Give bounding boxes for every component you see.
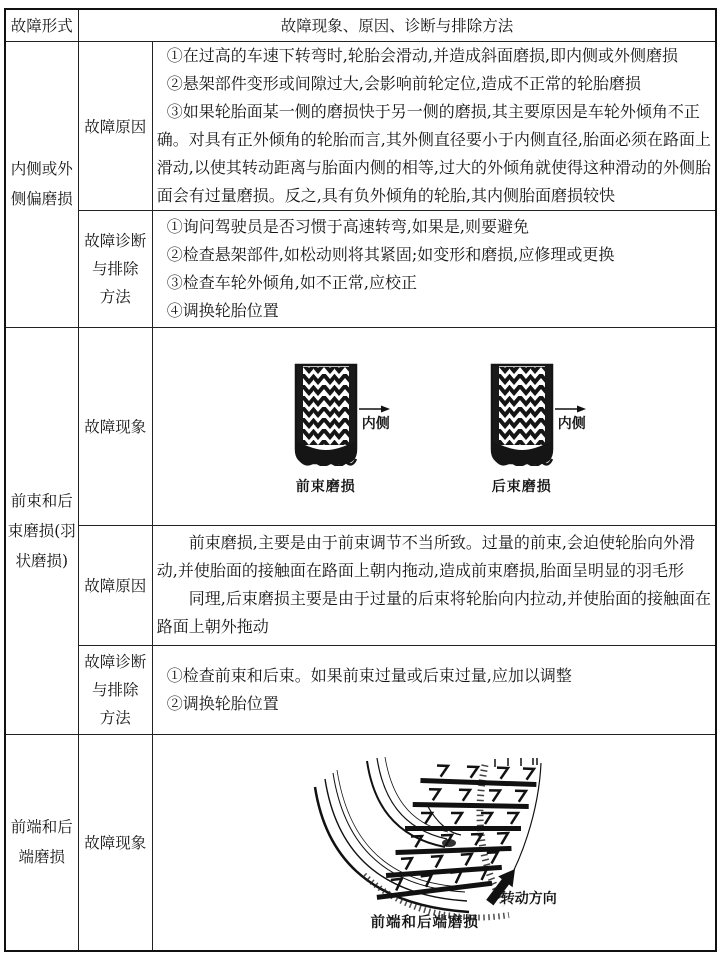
g1-diagnosis-item: ③检查车轮外倾角,如不正常,应校正 [166, 272, 417, 292]
toe-in-wear-caption: 前束磨损 [295, 478, 356, 495]
g1-diagnosis-header [78, 210, 152, 327]
g2-diagnosis-row [5, 645, 717, 734]
tire-tread-figure [489, 363, 555, 466]
header-fault-form: 故障形式 [5, 9, 79, 41]
toe-in-wear-tire-figure [293, 363, 423, 533]
g2-phenomenon-row [5, 327, 717, 525]
g1-diagnosis-text [152, 210, 716, 327]
g3-fault-type-cell [5, 734, 79, 951]
g2-diagnosis-text [152, 645, 716, 734]
g1-cause-text [152, 41, 716, 210]
g1-cause-item: ③如果轮胎面某一侧的磨损快于另一侧的磨损,其主要原因是车轮外倾角不正确。对具有正外倾角的轮胎而言,其外侧直径要小于内侧直径,胎面必须在路面上滑动,以使其转动距离与胎面内侧的相等,过大的外倾角就使得这种滑动的外侧胎面会有过量磨损。反之,具有负外倾角的轮胎,其内侧胎面磨损较快 [156, 101, 711, 205]
g2-cause-paragraph: 前束磨损,主要是由于前束调节不当所致。过量的前束,会迫使轮胎向外滑动,并使胎面的接触面在路面上朝内拖动,造成前束磨损,胎面呈明显的羽毛形 [156, 533, 695, 580]
g2-diagnosis-item: ①检查前束和后束。如果前束过量或后束过量,应加以调整 [166, 665, 572, 685]
heel-toe-wear-caption: 前端和后端磨损 [370, 913, 480, 931]
g1-cause-item: ①在过高的车速下转弯时,轮胎会滑动,并造成斜面磨损,即内侧或外侧磨损 [166, 45, 679, 65]
g2-fault-type-label: 前束和后 束磨损(羽 状磨损) [7, 491, 76, 570]
g2-cause-header: 故障原因 [78, 525, 152, 645]
toe-out-wear-tire-figure [489, 363, 619, 533]
g1-fault-type-cell [5, 41, 79, 327]
g1-diagnosis-item: ②检查悬架部件,如松动则将其紧固;如变形和磨损,应修理或更换 [166, 244, 615, 264]
g2-fault-type-cell [5, 327, 79, 734]
inner-side-label: 内侧 [361, 415, 390, 432]
g2-diagnosis-item: ②调换轮胎位置 [166, 693, 279, 713]
g1-diagnosis-item: ④调换轮胎位置 [166, 300, 279, 320]
g2-cause-row [5, 525, 717, 645]
g2-phenomenon-figures [152, 327, 716, 525]
header-detail: 故障现象、原因、诊断与排除方法 [78, 9, 716, 41]
toe-out-wear-caption: 后束磨损 [491, 478, 552, 495]
rotation-direction-label: 转动方向 [500, 890, 557, 907]
g3-fault-type-label: 前端和后 端磨损 [10, 818, 73, 867]
g2-phenomenon-header: 故障现象 [78, 327, 152, 525]
inner-side-label: 内侧 [557, 415, 586, 432]
g1-cause-header: 故障原因 [78, 41, 152, 210]
g2-diagnosis-header-label: 故障诊断 与排除 方法 [84, 652, 147, 727]
g2-cause-paragraph: 同理,后束磨损主要是由于过量的后束将轮胎向内拉动,并使胎面的接触面在路面上朝外拖动 [156, 589, 711, 636]
g3-phenomenon-header: 故障现象 [78, 734, 152, 951]
g1-diagnosis-item: ①询问驾驶员是否习惯于高速转弯,如果是,则要避免 [166, 216, 529, 236]
g1-diagnosis-row [5, 210, 717, 327]
g1-cause-item: ②悬架部件变形或间隙过大,会影响前轮定位,造成不正常的轮胎磨损 [166, 73, 641, 93]
g1-fault-type-label: 内侧或外 侧偏磨损 [10, 160, 73, 208]
g1-cause-row [5, 41, 717, 210]
g3-phenomenon-row [5, 734, 717, 951]
table-header-row [5, 9, 717, 41]
g2-cause-text [152, 525, 716, 645]
g2-diagnosis-header [78, 645, 152, 734]
tire-fault-table [4, 8, 718, 952]
g3-phenomenon-figure [152, 734, 716, 951]
tire-tread-figure [293, 363, 359, 466]
g1-diagnosis-header-label: 故障诊断 与排除 方法 [84, 231, 147, 306]
